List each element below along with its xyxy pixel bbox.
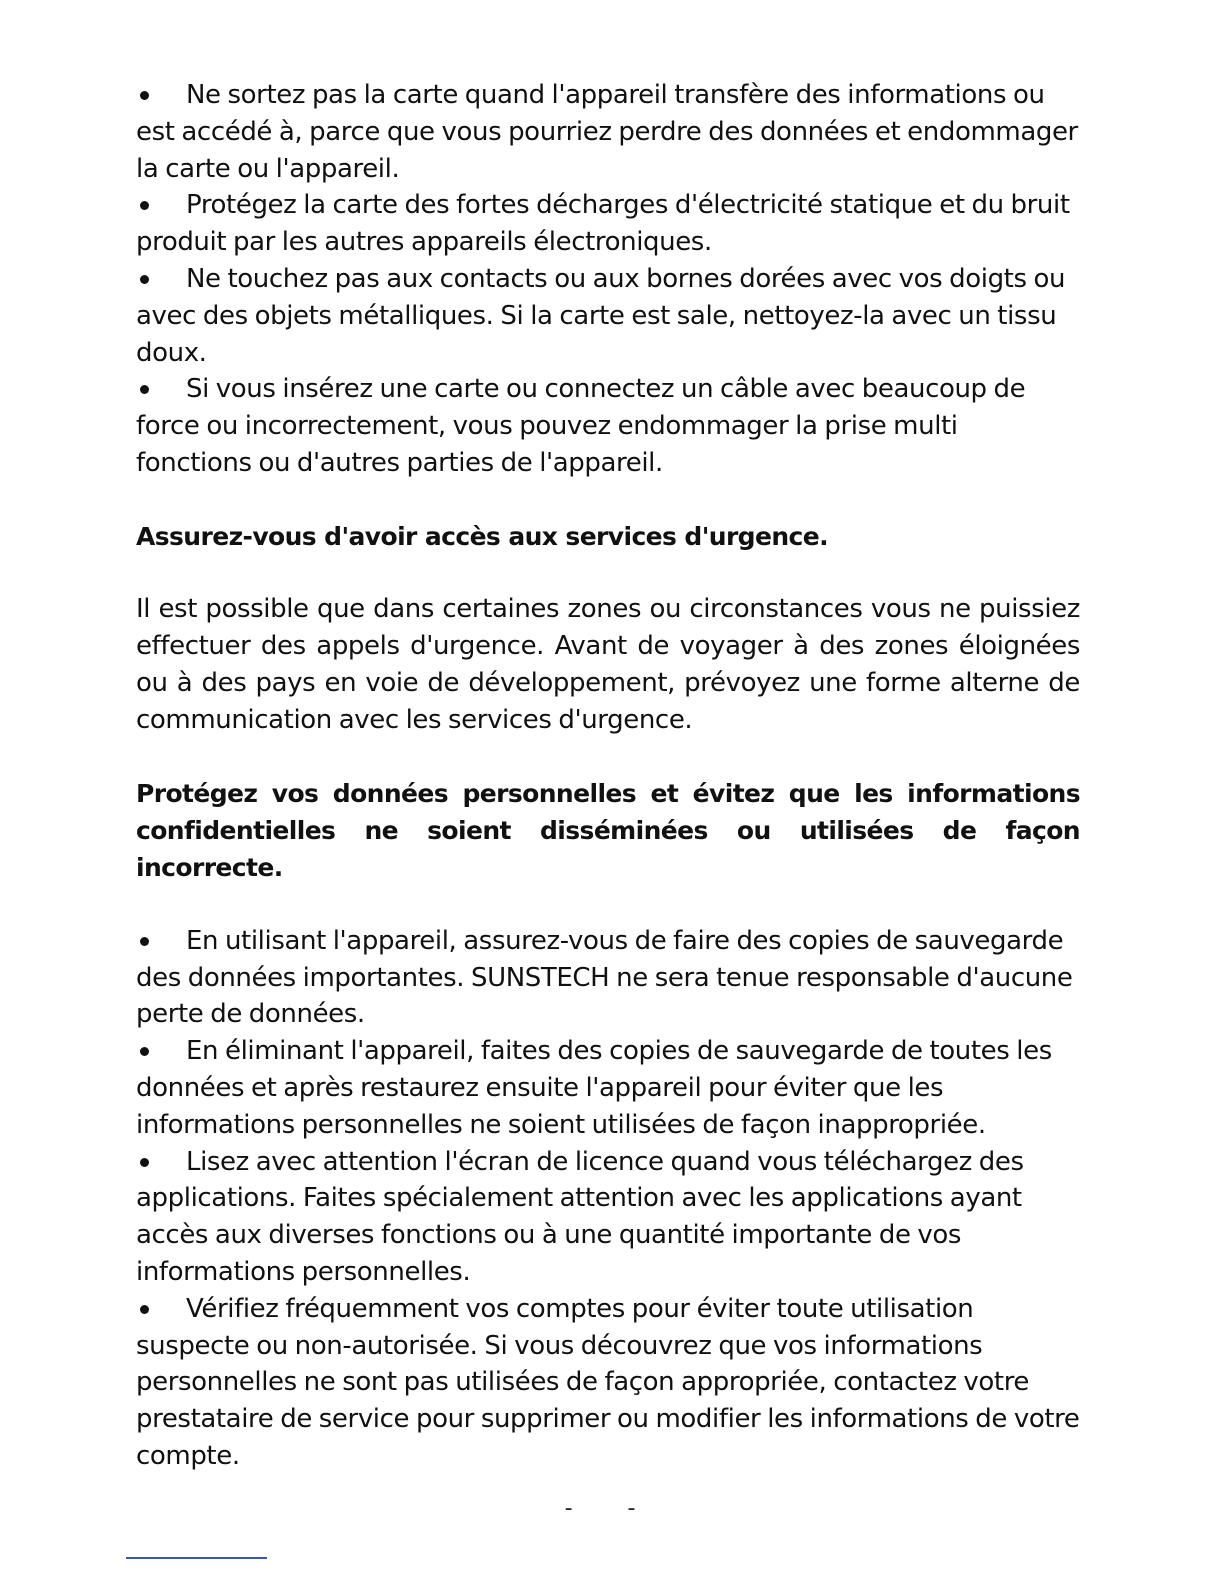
list-item-text: Lisez avec attention l'écran de licence quand vous téléchargez des applications. Faites spécialement attention avec les applications ayant accès aux diverses fonctions ou à une quantité importante de vos informations personnelles.	[136, 1146, 1024, 1287]
privacy-list	[136, 923, 1080, 1475]
bullet-icon	[140, 937, 149, 946]
list-item	[136, 187, 1080, 261]
list-item-text: En utilisant l'appareil, assurez-vous de faire des copies de sauvegarde des données importantes. SUNSTECH ne sera tenue responsable d'aucune perte de données.	[136, 925, 1073, 1030]
page-number-marker: - -	[564, 1496, 660, 1521]
bullet-icon	[140, 1047, 149, 1056]
emergency-paragraph: Il est possible que dans certaines zones ou circonstances vous ne puissiez effectuer des appels d'urgence. Avant de voyager à des zones éloignées ou à des pays en voie de développement, prévoyez une forme alterne de communication avec les services d'urgence.	[136, 593, 1080, 735]
bullet-icon	[140, 385, 149, 394]
list-item	[136, 1033, 1080, 1143]
list-item-text: Ne sortez pas la carte quand l'appareil transfère des informations ou est accédé à, parce que vous pourriez perdre des données et endommager la carte ou l'appareil.	[136, 80, 1078, 184]
bullet-icon	[140, 1305, 149, 1314]
list-item-text: Si vous insérez une carte ou connectez un câble avec beaucoup de force ou incorrectement, vous pouvez endommager la prise multi fonctions ou d'autres parties de l'appareil.	[136, 374, 1026, 478]
card-handling-list	[136, 77, 1080, 482]
list-item	[136, 1144, 1080, 1291]
list-item-text: Protégez la carte des fortes décharges d'électricité statique et du bruit produit par les autres appareils électroniques.	[136, 190, 1070, 258]
bullet-icon	[140, 91, 149, 100]
list-item	[136, 261, 1080, 371]
document-page	[136, 77, 1080, 1475]
privacy-heading: Protégez vos données personnelles et évitez que les informations confidentielles ne soient disséminées ou utilisées de façon incorrecte.	[136, 778, 1080, 882]
footer-divider	[126, 1557, 267, 1559]
list-item	[136, 1291, 1080, 1475]
list-item-text: Vérifiez fréquemment vos comptes pour éviter toute utilisation suspecte ou non-autorisée. Si vous découvrez que vos informations personnelles ne sont pas utilisées de façon appropriée, contactez votre prestataire de service pour supprimer ou modifier les informations de votre compte.	[136, 1293, 1080, 1471]
list-item	[136, 371, 1080, 481]
list-item	[136, 923, 1080, 1033]
emergency-heading: Assurez-vous d'avoir accès aux services d'urgence.	[136, 521, 828, 551]
bullet-icon	[140, 1158, 149, 1167]
bullet-icon	[140, 201, 149, 210]
list-item	[136, 77, 1080, 187]
list-item-text: En éliminant l'appareil, faites des copies de sauvegarde de toutes les données et après restaurez ensuite l'appareil pour éviter que les informations personnelles ne soient utilisées de façon inappropriée.	[136, 1036, 1052, 1140]
list-item-text: Ne touchez pas aux contacts ou aux bornes dorées avec vos doigts ou avec des objets métalliques. Si la carte est sale, nettoyez-la avec un tissu doux.	[136, 263, 1066, 368]
bullet-icon	[140, 275, 149, 284]
